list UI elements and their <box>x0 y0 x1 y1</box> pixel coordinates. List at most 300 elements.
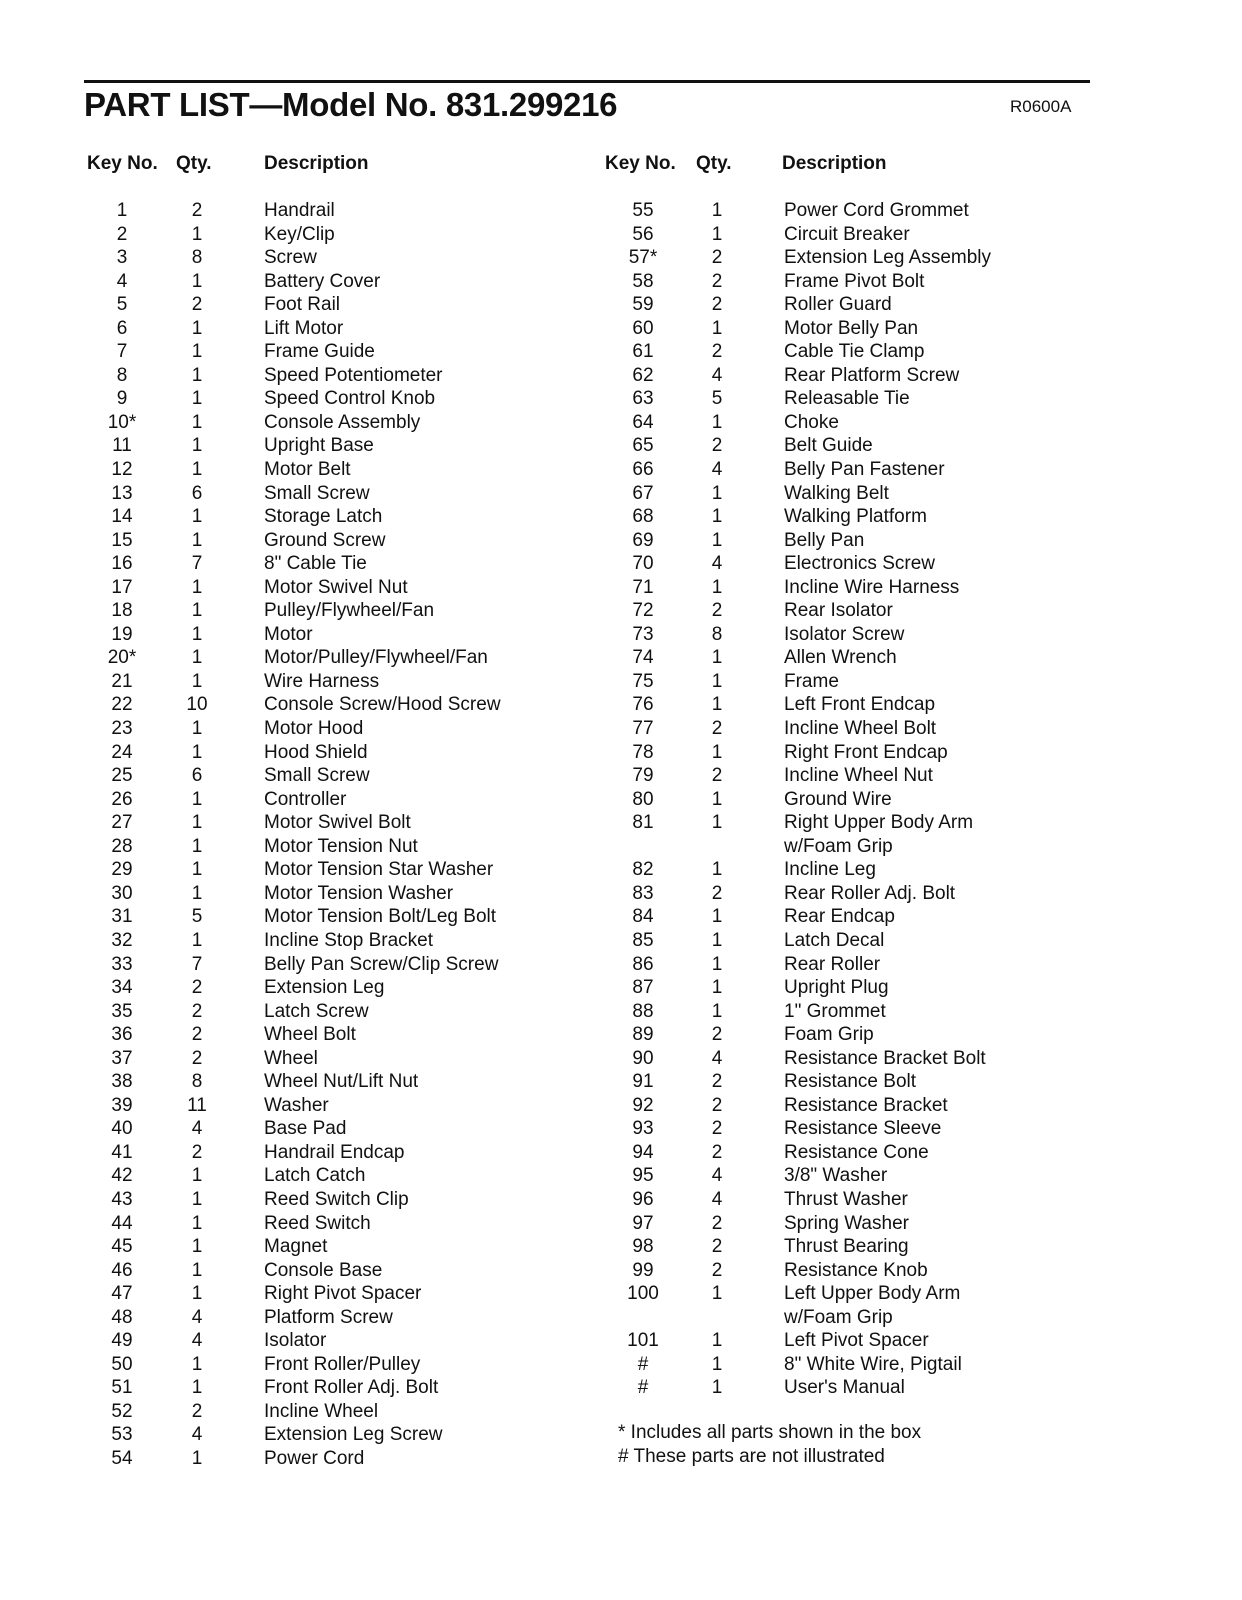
part-row <box>84 1095 564 1119</box>
part-qty: 2 <box>711 270 723 292</box>
part-description: Magnet <box>264 1236 328 1258</box>
parts-column-left <box>84 150 564 1472</box>
part-description: Power Cord Grommet <box>784 200 969 221</box>
part-key-no: 53 <box>111 1424 133 1446</box>
part-description: Base Pad <box>264 1118 347 1140</box>
part-row <box>600 459 1080 483</box>
part-description: Belt Guide <box>784 435 873 457</box>
part-key-no: 74 <box>632 647 654 669</box>
part-row <box>600 1354 1080 1378</box>
part-description: Wheel Nut/Lift Nut <box>264 1071 419 1093</box>
part-description: Releasable Tie <box>784 388 910 410</box>
part-row <box>600 1165 1080 1189</box>
part-row <box>84 671 564 695</box>
part-row <box>84 1071 564 1095</box>
part-description: Right Front Endcap <box>784 741 948 763</box>
part-key-no: 99 <box>632 1259 654 1281</box>
part-row <box>84 459 564 483</box>
part-row <box>600 647 1080 671</box>
part-row <box>84 365 564 389</box>
part-row <box>84 600 564 624</box>
part-key-no: 47 <box>111 1283 133 1305</box>
part-description: Right Upper Body Arm <box>784 812 974 834</box>
part-description: Screw <box>264 247 317 269</box>
part-key-no: 51 <box>111 1377 133 1399</box>
part-qty: 2 <box>711 1071 723 1093</box>
part-row <box>600 812 1080 836</box>
part-row <box>84 718 564 742</box>
part-row <box>600 1236 1080 1260</box>
part-key-no: 94 <box>632 1141 654 1163</box>
part-key-no: 91 <box>632 1071 654 1093</box>
part-key-no: 12 <box>111 459 133 481</box>
part-row <box>600 671 1080 695</box>
part-description: Foam Grip <box>784 1024 874 1046</box>
part-description: Belly Pan <box>784 529 865 551</box>
part-row <box>84 859 564 883</box>
part-description: Belly Pan Fastener <box>784 459 945 481</box>
part-key-no: 18 <box>111 600 133 622</box>
part-qty: 5 <box>711 388 723 410</box>
part-key-no: # <box>637 1377 649 1399</box>
part-key-no: 2 <box>116 223 128 245</box>
part-key-no: 63 <box>632 388 654 410</box>
part-qty: 1 <box>191 859 203 881</box>
part-row <box>84 1024 564 1048</box>
part-description: Resistance Knob <box>784 1259 928 1281</box>
part-key-no: 14 <box>111 506 133 528</box>
part-description: Extension Leg Screw <box>264 1424 443 1446</box>
part-qty: 1 <box>711 411 723 433</box>
part-row <box>600 365 1080 389</box>
part-key-no: 84 <box>632 906 654 928</box>
part-key-no: 16 <box>111 553 133 575</box>
part-qty: 1 <box>191 529 203 551</box>
part-row <box>84 577 564 601</box>
part-description: Rear Platform Screw <box>784 364 960 386</box>
part-qty: 1 <box>191 317 203 339</box>
part-key-no: 70 <box>632 553 654 575</box>
part-row <box>600 1118 1080 1142</box>
column-header-row <box>600 150 1080 180</box>
part-row <box>84 906 564 930</box>
part-qty: 2 <box>191 1047 203 1069</box>
part-description: Handrail <box>264 200 335 221</box>
part-row <box>84 930 564 954</box>
part-key-no: 52 <box>111 1400 133 1422</box>
part-description: Allen Wrench <box>784 647 897 669</box>
part-qty: 1 <box>711 1000 723 1022</box>
part-key-no: 83 <box>632 882 654 904</box>
part-key-no: 37 <box>111 1047 133 1069</box>
part-row <box>84 742 564 766</box>
part-row <box>84 200 564 224</box>
part-description: Walking Platform <box>784 506 927 528</box>
part-qty: 1 <box>711 788 723 810</box>
part-row <box>600 483 1080 507</box>
part-key-no: 5 <box>116 294 128 316</box>
part-description: w/Foam Grip <box>784 835 893 857</box>
part-row <box>600 318 1080 342</box>
part-key-no: 73 <box>632 623 654 645</box>
footnote-hash: # These parts are not illustrated <box>618 1446 885 1467</box>
part-key-no: 38 <box>111 1071 133 1093</box>
part-description: Left Upper Body Arm <box>784 1283 961 1305</box>
part-key-no: 41 <box>111 1141 133 1163</box>
part-key-no: 6 <box>116 317 128 339</box>
part-description: Right Pivot Spacer <box>264 1283 422 1305</box>
part-qty: 2 <box>711 1141 723 1163</box>
part-row <box>84 318 564 342</box>
part-key-no: 29 <box>111 859 133 881</box>
part-description: Roller Guard <box>784 294 892 316</box>
column-header-row <box>84 150 564 180</box>
part-row <box>600 859 1080 883</box>
part-description: Hood Shield <box>264 741 368 763</box>
part-description: Electronics Screw <box>784 553 935 575</box>
part-qty: 4 <box>711 1165 723 1187</box>
part-qty: 1 <box>711 929 723 951</box>
part-description: Motor Belt <box>264 459 351 481</box>
part-description: Circuit Breaker <box>784 223 910 245</box>
part-qty: 2 <box>711 765 723 787</box>
part-row <box>600 930 1080 954</box>
part-key-no: 1 <box>116 200 128 221</box>
part-row <box>600 530 1080 554</box>
part-description: Console Screw/Hood Screw <box>264 694 501 716</box>
part-row <box>600 1095 1080 1119</box>
part-row <box>84 812 564 836</box>
part-qty: 1 <box>191 388 203 410</box>
part-description: Belly Pan Screw/Clip Screw <box>264 953 499 975</box>
part-row <box>84 1001 564 1025</box>
part-row <box>600 435 1080 459</box>
part-key-no: 77 <box>632 718 654 740</box>
part-key-no: 32 <box>111 929 133 951</box>
part-description: Pulley/Flywheel/Fan <box>264 600 435 622</box>
part-qty: 6 <box>191 482 203 504</box>
part-key-no: 57* <box>628 247 658 269</box>
part-description: Walking Belt <box>784 482 889 504</box>
part-key-no: 85 <box>632 929 654 951</box>
part-description: Console Base <box>264 1259 383 1281</box>
part-description: Reed Switch Clip <box>264 1188 409 1210</box>
part-qty: 1 <box>711 741 723 763</box>
part-row <box>84 388 564 412</box>
part-description: Resistance Bracket <box>784 1094 948 1116</box>
part-qty: 7 <box>191 953 203 975</box>
part-description: Isolator <box>264 1330 327 1352</box>
part-description: Rear Endcap <box>784 906 895 928</box>
part-qty: 1 <box>711 647 723 669</box>
key-no-header: Key No. <box>605 153 676 174</box>
part-key-no: 65 <box>632 435 654 457</box>
part-description: Storage Latch <box>264 506 383 528</box>
part-key-no: 44 <box>111 1212 133 1234</box>
part-qty: 2 <box>711 1094 723 1116</box>
part-qty: 1 <box>191 647 203 669</box>
part-key-no: 7 <box>116 341 128 363</box>
part-key-no: 72 <box>632 600 654 622</box>
part-description: Motor/Pulley/Flywheel/Fan <box>264 647 488 669</box>
part-key-no: 48 <box>111 1306 133 1328</box>
part-qty: 1 <box>191 741 203 763</box>
part-qty: 8 <box>191 247 203 269</box>
part-qty: 7 <box>191 553 203 575</box>
part-description: Handrail Endcap <box>264 1141 405 1163</box>
part-key-no: 89 <box>632 1024 654 1046</box>
part-row <box>84 506 564 530</box>
part-key-no: 66 <box>632 459 654 481</box>
part-qty: 1 <box>191 341 203 363</box>
part-qty: 2 <box>711 718 723 740</box>
part-qty: 2 <box>191 1141 203 1163</box>
part-description: Extension Leg Assembly <box>784 247 992 269</box>
part-description: Resistance Sleeve <box>784 1118 942 1140</box>
part-description: Motor Swivel Nut <box>264 576 408 598</box>
part-qty: 2 <box>191 1000 203 1022</box>
part-qty: 4 <box>711 364 723 386</box>
part-row <box>600 624 1080 648</box>
part-description: Motor Swivel Bolt <box>264 812 411 834</box>
part-description: Lift Motor <box>264 317 344 339</box>
part-qty: 1 <box>191 1377 203 1399</box>
part-key-no: 82 <box>632 859 654 881</box>
part-qty: 1 <box>191 1188 203 1210</box>
part-description: Upright Base <box>264 435 374 457</box>
part-description: Choke <box>784 411 839 433</box>
part-row <box>600 1330 1080 1354</box>
part-row <box>84 954 564 978</box>
part-key-no: 98 <box>632 1236 654 1258</box>
part-row <box>600 1189 1080 1213</box>
part-row <box>600 742 1080 766</box>
part-description: Resistance Cone <box>784 1141 929 1163</box>
part-description: Latch Decal <box>784 929 885 951</box>
part-row <box>84 977 564 1001</box>
part-row <box>600 1260 1080 1284</box>
part-row <box>600 694 1080 718</box>
part-description: Incline Stop Bracket <box>264 929 433 951</box>
part-row <box>84 1142 564 1166</box>
part-key-no: 80 <box>632 788 654 810</box>
part-row <box>600 1001 1080 1025</box>
part-qty: 1 <box>191 929 203 951</box>
part-qty: 1 <box>191 411 203 433</box>
part-row <box>84 294 564 318</box>
part-description: User's Manual <box>784 1377 905 1399</box>
part-key-no: 43 <box>111 1188 133 1210</box>
part-key-no: 56 <box>632 223 654 245</box>
part-row <box>84 1048 564 1072</box>
part-description: 8" White Wire, Pigtail <box>784 1353 962 1375</box>
part-key-no: 20* <box>107 647 137 669</box>
part-qty: 4 <box>191 1424 203 1446</box>
part-key-no: 11 <box>112 435 132 457</box>
part-row <box>84 836 564 860</box>
part-qty: 1 <box>711 859 723 881</box>
part-qty: 1 <box>711 977 723 999</box>
part-description: Frame Guide <box>264 341 375 363</box>
parts-column-right <box>600 150 1080 1401</box>
part-qty: 1 <box>191 1165 203 1187</box>
part-row <box>84 1448 564 1472</box>
part-description: Platform Screw <box>264 1306 393 1328</box>
description-header: Description <box>782 153 887 174</box>
part-row <box>600 388 1080 412</box>
part-description: Incline Wheel Nut <box>784 765 933 787</box>
part-qty: 1 <box>711 670 723 692</box>
document-code: R0600A <box>1010 97 1072 116</box>
part-qty: 1 <box>711 576 723 598</box>
part-qty: 4 <box>711 459 723 481</box>
part-key-no: 42 <box>111 1165 133 1187</box>
part-row <box>84 1213 564 1237</box>
page-title: PART LIST—Model No. 831.299216 <box>84 86 618 123</box>
part-qty: 1 <box>191 670 203 692</box>
part-qty: 1 <box>191 576 203 598</box>
part-qty: 1 <box>711 1330 723 1352</box>
part-description: Rear Roller <box>784 953 881 975</box>
part-description: Speed Control Knob <box>264 388 436 410</box>
part-row <box>84 1330 564 1354</box>
part-row <box>600 954 1080 978</box>
part-row <box>84 224 564 248</box>
part-description: Wire Harness <box>264 670 380 692</box>
part-qty: 1 <box>711 482 723 504</box>
part-qty: 1 <box>191 1283 203 1305</box>
part-qty: 1 <box>711 529 723 551</box>
part-description: Reed Switch <box>264 1212 371 1234</box>
part-description: Thrust Washer <box>784 1188 908 1210</box>
part-row <box>84 341 564 365</box>
part-qty: 1 <box>711 906 723 928</box>
part-row <box>600 977 1080 1001</box>
part-key-no: 45 <box>111 1236 133 1258</box>
part-description: Isolator Screw <box>784 623 905 645</box>
part-qty: 2 <box>711 882 723 904</box>
part-key-no: 88 <box>632 1000 654 1022</box>
part-description: Motor Tension Star Washer <box>264 859 494 881</box>
part-qty: 10 <box>186 694 208 716</box>
part-description: Controller <box>264 788 347 810</box>
part-qty: 1 <box>191 812 203 834</box>
part-qty: 2 <box>191 1400 203 1422</box>
part-qty: 1 <box>191 835 203 857</box>
part-key-no: 17 <box>111 576 133 598</box>
part-row <box>600 718 1080 742</box>
part-qty: 8 <box>711 623 723 645</box>
part-key-no: 62 <box>632 364 654 386</box>
part-description: Incline Wheel <box>264 1400 379 1422</box>
part-row <box>600 224 1080 248</box>
part-qty: 1 <box>711 953 723 975</box>
part-description: Cable Tie Clamp <box>784 341 925 363</box>
part-description: 8" Cable Tie <box>264 553 367 575</box>
part-qty: 4 <box>191 1330 203 1352</box>
part-key-no: 67 <box>632 482 654 504</box>
part-key-no: 34 <box>111 977 133 999</box>
part-key-no: 46 <box>111 1259 133 1281</box>
part-key-no: 50 <box>111 1353 133 1375</box>
part-description: Resistance Bracket Bolt <box>784 1047 986 1069</box>
part-description: Rear Roller Adj. Bolt <box>784 882 956 904</box>
part-qty: 1 <box>191 882 203 904</box>
part-qty: 1 <box>711 694 723 716</box>
part-key-no: 75 <box>632 670 654 692</box>
part-key-no: 54 <box>111 1447 133 1469</box>
part-row <box>600 1307 1080 1331</box>
part-qty: 2 <box>191 294 203 316</box>
part-key-no: 24 <box>111 741 133 763</box>
part-key-no: 68 <box>632 506 654 528</box>
part-qty: 2 <box>711 1259 723 1281</box>
part-qty: 1 <box>191 506 203 528</box>
part-row <box>84 271 564 295</box>
title-rule <box>84 80 1090 83</box>
part-qty: 1 <box>711 1353 723 1375</box>
part-key-no: 92 <box>632 1094 654 1116</box>
part-row <box>84 1354 564 1378</box>
part-qty: 2 <box>711 247 723 269</box>
part-row <box>600 577 1080 601</box>
part-qty: 2 <box>711 600 723 622</box>
part-description: Left Pivot Spacer <box>784 1330 929 1352</box>
part-key-no: 55 <box>632 200 654 221</box>
part-row <box>600 553 1080 577</box>
part-row <box>84 530 564 554</box>
part-qty: 1 <box>191 1212 203 1234</box>
part-qty: 4 <box>191 1306 203 1328</box>
part-qty: 1 <box>711 1377 723 1399</box>
parts-list-left <box>84 200 564 1472</box>
part-description: Motor Belly Pan <box>784 317 919 339</box>
part-key-no: 71 <box>632 576 654 598</box>
part-row <box>84 1189 564 1213</box>
part-qty: 1 <box>711 317 723 339</box>
part-description: Frame <box>784 670 839 692</box>
part-qty: 5 <box>191 906 203 928</box>
part-description: Battery Cover <box>264 270 381 292</box>
part-key-no: 87 <box>632 977 654 999</box>
footnotes <box>618 1421 921 1469</box>
part-row <box>84 647 564 671</box>
part-key-no: 59 <box>632 294 654 316</box>
part-description: Left Front Endcap <box>784 694 936 716</box>
part-key-no: 9 <box>116 388 128 410</box>
part-description: Power Cord <box>264 1447 365 1469</box>
part-key-no: 78 <box>632 741 654 763</box>
part-row <box>84 435 564 459</box>
part-row <box>84 624 564 648</box>
part-row <box>600 1377 1080 1401</box>
part-key-no: 69 <box>632 529 654 551</box>
part-description: Wheel Bolt <box>264 1024 356 1046</box>
part-qty: 4 <box>191 1118 203 1140</box>
part-qty: 1 <box>191 600 203 622</box>
part-description: Thrust Bearing <box>784 1236 909 1258</box>
part-key-no: 30 <box>111 882 133 904</box>
part-description: Incline Wheel Bolt <box>784 718 937 740</box>
part-row <box>84 247 564 271</box>
part-qty: 1 <box>711 1283 723 1305</box>
part-row <box>600 1071 1080 1095</box>
part-qty: 1 <box>191 788 203 810</box>
part-row <box>600 1283 1080 1307</box>
part-qty: 2 <box>711 1118 723 1140</box>
part-row <box>600 247 1080 271</box>
part-description: Ground Screw <box>264 529 386 551</box>
